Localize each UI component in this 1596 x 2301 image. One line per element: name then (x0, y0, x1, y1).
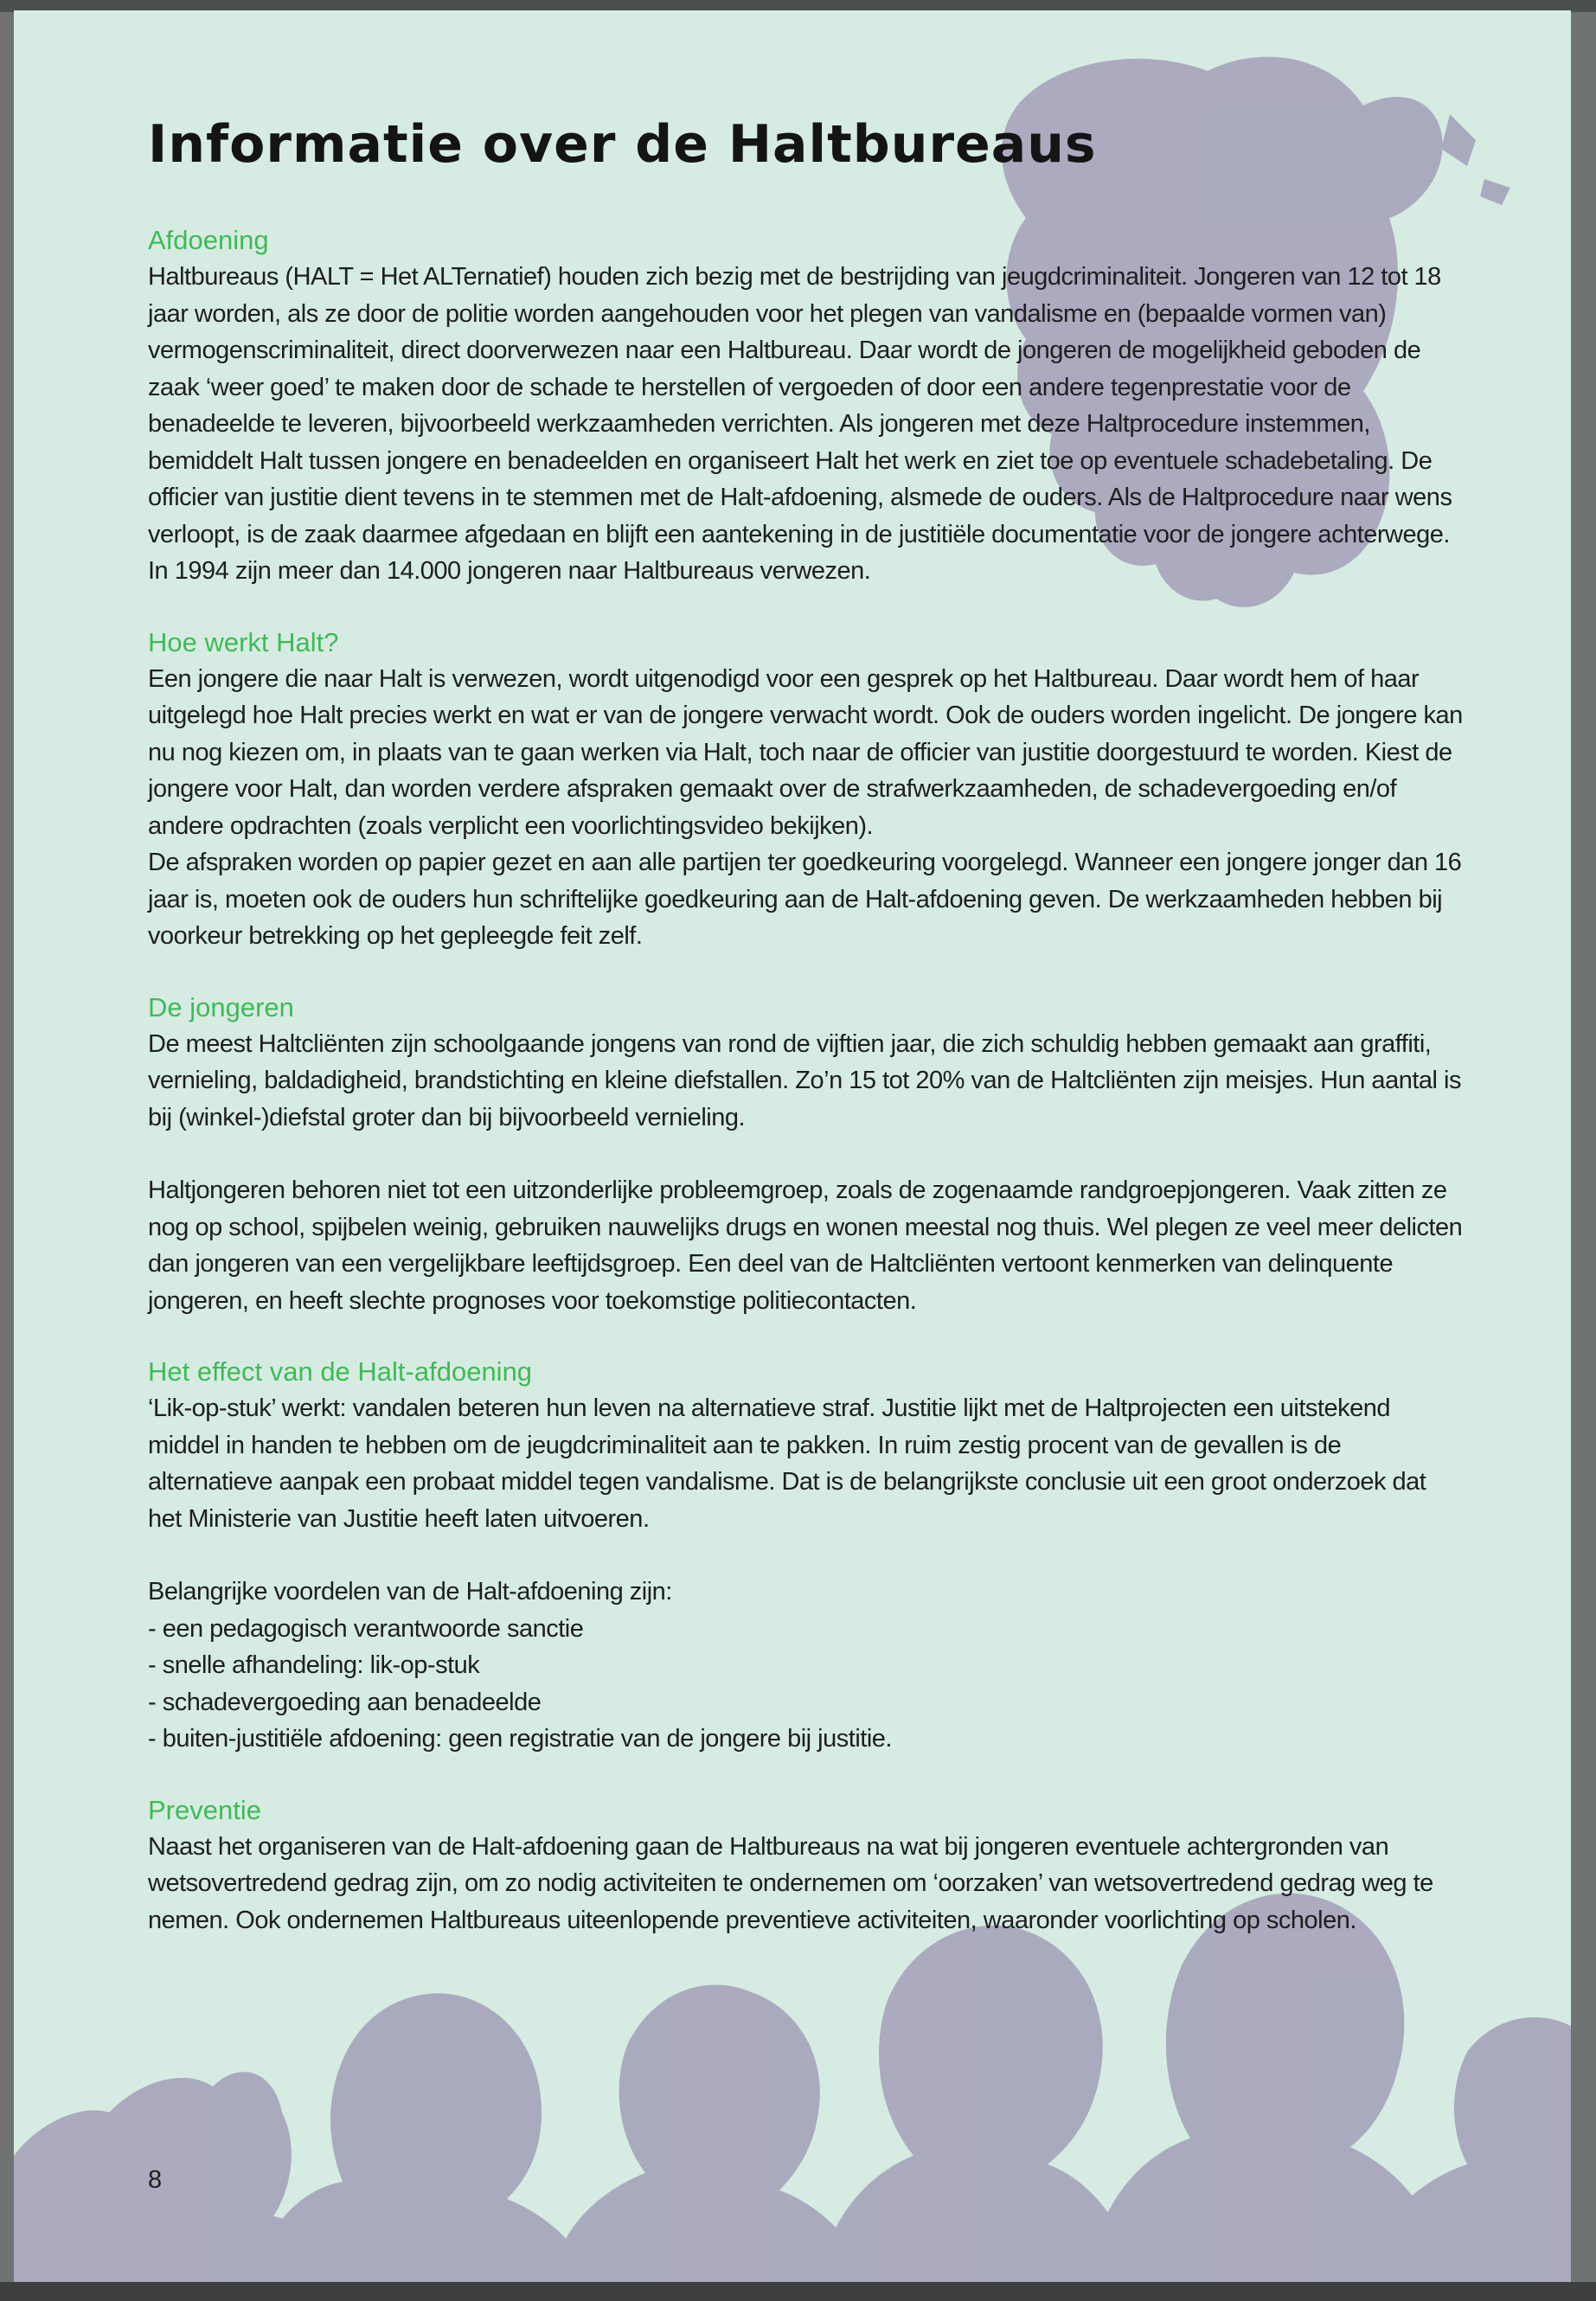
advantages-list (148, 1611, 1463, 1758)
document-page (14, 10, 1571, 2285)
section-heading: Afdoening (148, 225, 269, 255)
scan-bottom-edge (0, 2282, 1596, 2301)
section-preventie (148, 1792, 1463, 1939)
list-item: - schadevergoeding aan benadeelde (148, 1684, 1463, 1721)
section-effect-halt-afdoening (148, 1354, 1463, 1758)
section-heading: Preventie (148, 1794, 261, 1825)
paragraph: De afspraken worden op papier gezet en aan alle partijen ter goedkeuring voorgelegd. Wanneer een jongere jonger dan 16 jaar is, moeten ook de ouders hun schriftelijke goedkeuring aan de Halt-afdoening geven. De werkzaamheden hebben bij voorkeur betrekking op het gepleegde feit zelf. (148, 849, 1462, 950)
page-title: Informatie over de Haltbureaus (148, 114, 1097, 175)
section-afdoening (148, 222, 1463, 590)
paragraph: Een jongere die naar Halt is verwezen, wordt uitgenodigd voor een gesprek op het Haltbureau. Daar wordt hem of haar uitgelegd hoe Halt precies werkt en wat er van de jongere verwacht wordt. Ook de ouders worden ingelicht. De jongere kan nu nog kiezen om, in plaats van te gaan werken via Halt, toch naar de officier van justitie doorgestuurd te worden. Kiest de jongere voor Halt, dan worden verdere afspraken gemaakt over de strafwerkzaamheden, de schadevergoeding en/of andere opdrachten (zoals verplicht een voorlichtingsvideo bekijken). (148, 664, 1463, 840)
paragraph: De meest Haltcliënten zijn schoolgaande jongens van rond de vijftien jaar, die zich schuldig hebben gemaakt aan graffiti, vernieling, baldadigheid, brandstichting en kleine diefstallen. Zo’n 15 tot 20% van de Haltcliënten zijn meisjes. Hun aantal is bij (winkel-)diefstal groter dan bij bijvoorbeeld vernieling. (148, 1029, 1461, 1131)
section-heading: De jongeren (148, 991, 294, 1022)
section-de-jongeren (148, 990, 1463, 1320)
page-number: 8 (148, 2166, 163, 2194)
paragraph: Naast het organiseren van de Halt-afdoening gaan de Haltbureaus na wat bij jongeren eventuele achtergronden van wetsovertredend gedrag zijn, om zo nodig activiteiten te ondernemen om ‘oorzaken’ van wetsovertredend gedrag weg te nemen. Ook ondernemen Haltbureaus uiteenlopende preventieve activiteiten, waaronder voorlichting op scholen. (148, 1832, 1433, 1934)
paragraph: Haltjongeren behoren niet tot een uitzonderlijke probleemgroep, zoals de zogenaamde randgroepjongeren. Vaak zitten ze nog op school, spijbelen weinig, gebruiken nauwelijks drugs en wonen meestal nog thuis. Wel plegen ze veel meer delicten dan jongeren van een vergelijkbare leeftijdsgroep. Een deel van de Haltcliënten vertoont kenmerken van delinquente jongeren, en heeft slechte prognoses voor toekomstige politiecontacten. (148, 1176, 1463, 1315)
list-item: - snelle afhandeling: lik-op-stuk (148, 1647, 1463, 1684)
paragraph: Belangrijke voordelen van de Halt-afdoening zijn: (148, 1578, 672, 1606)
section-heading: Het effect van de Halt-afdoening (148, 1356, 533, 1387)
list-item: - een pedagogisch verantwoorde sanctie (148, 1611, 1463, 1648)
list-item: - buiten-justitiële afdoening: geen registratie van de jongere bij justitie. (148, 1721, 1463, 1758)
paragraph: Haltbureaus (HALT = Het ALTernatief) houden zich bezig met de bestrijding van jeugdcriminaliteit. Jongeren van 12 tot 18 jaar worden, als ze door de politie worden aangehouden voor het plegen van vandalisme en (bepaalde vormen van) vermogenscriminaliteit, direct doorverwezen naar een Haltbureau. Daar wordt de jongeren de mogelijkheid geboden de zaak ‘weer goed’ te maken door de schade te herstellen of vergoeden of door een andere tegenprestatie voor de benadeelde te leveren, bijvoorbeeld werkzaamheden verrichten. Als jongeren met deze Haltprocedure instemmen, bemiddelt Halt tussen jongere en benadeelden en organiseert Halt het werk en ziet toe op eventuele schadebetaling. De officier van justitie dient tevens in te stemmen met de Halt-afdoening, alsmede de ouders. Als de Haltprocedure naar wens verloopt, is de zaak daarmee afgedaan en blijft een aantekening in de justitiële documentatie voor de jongere achterwege. (148, 263, 1452, 548)
paragraph: ‘Lik-op-stuk’ werkt: vandalen beteren hun leven na alternatieve straf. Justitie lijkt met de Haltprojecten een uitstekend middel in handen te hebben om de jeugdcriminaliteit aan te pakken. In ruim zestig procent van de gevallen is de alternatieve aanpak een probaat middel tegen vandalisme. Dat is de belangrijkste conclusie uit een groot onderzoek dat het Ministerie van Justitie heeft laten uitvoeren. (148, 1394, 1426, 1533)
document-body (148, 114, 1463, 1973)
section-hoe-werkt-halt (148, 625, 1463, 955)
paragraph: In 1994 zijn meer dan 14.000 jongeren naar Haltbureaus verwezen. (148, 557, 871, 585)
section-heading: Hoe werkt Halt? (148, 626, 339, 657)
